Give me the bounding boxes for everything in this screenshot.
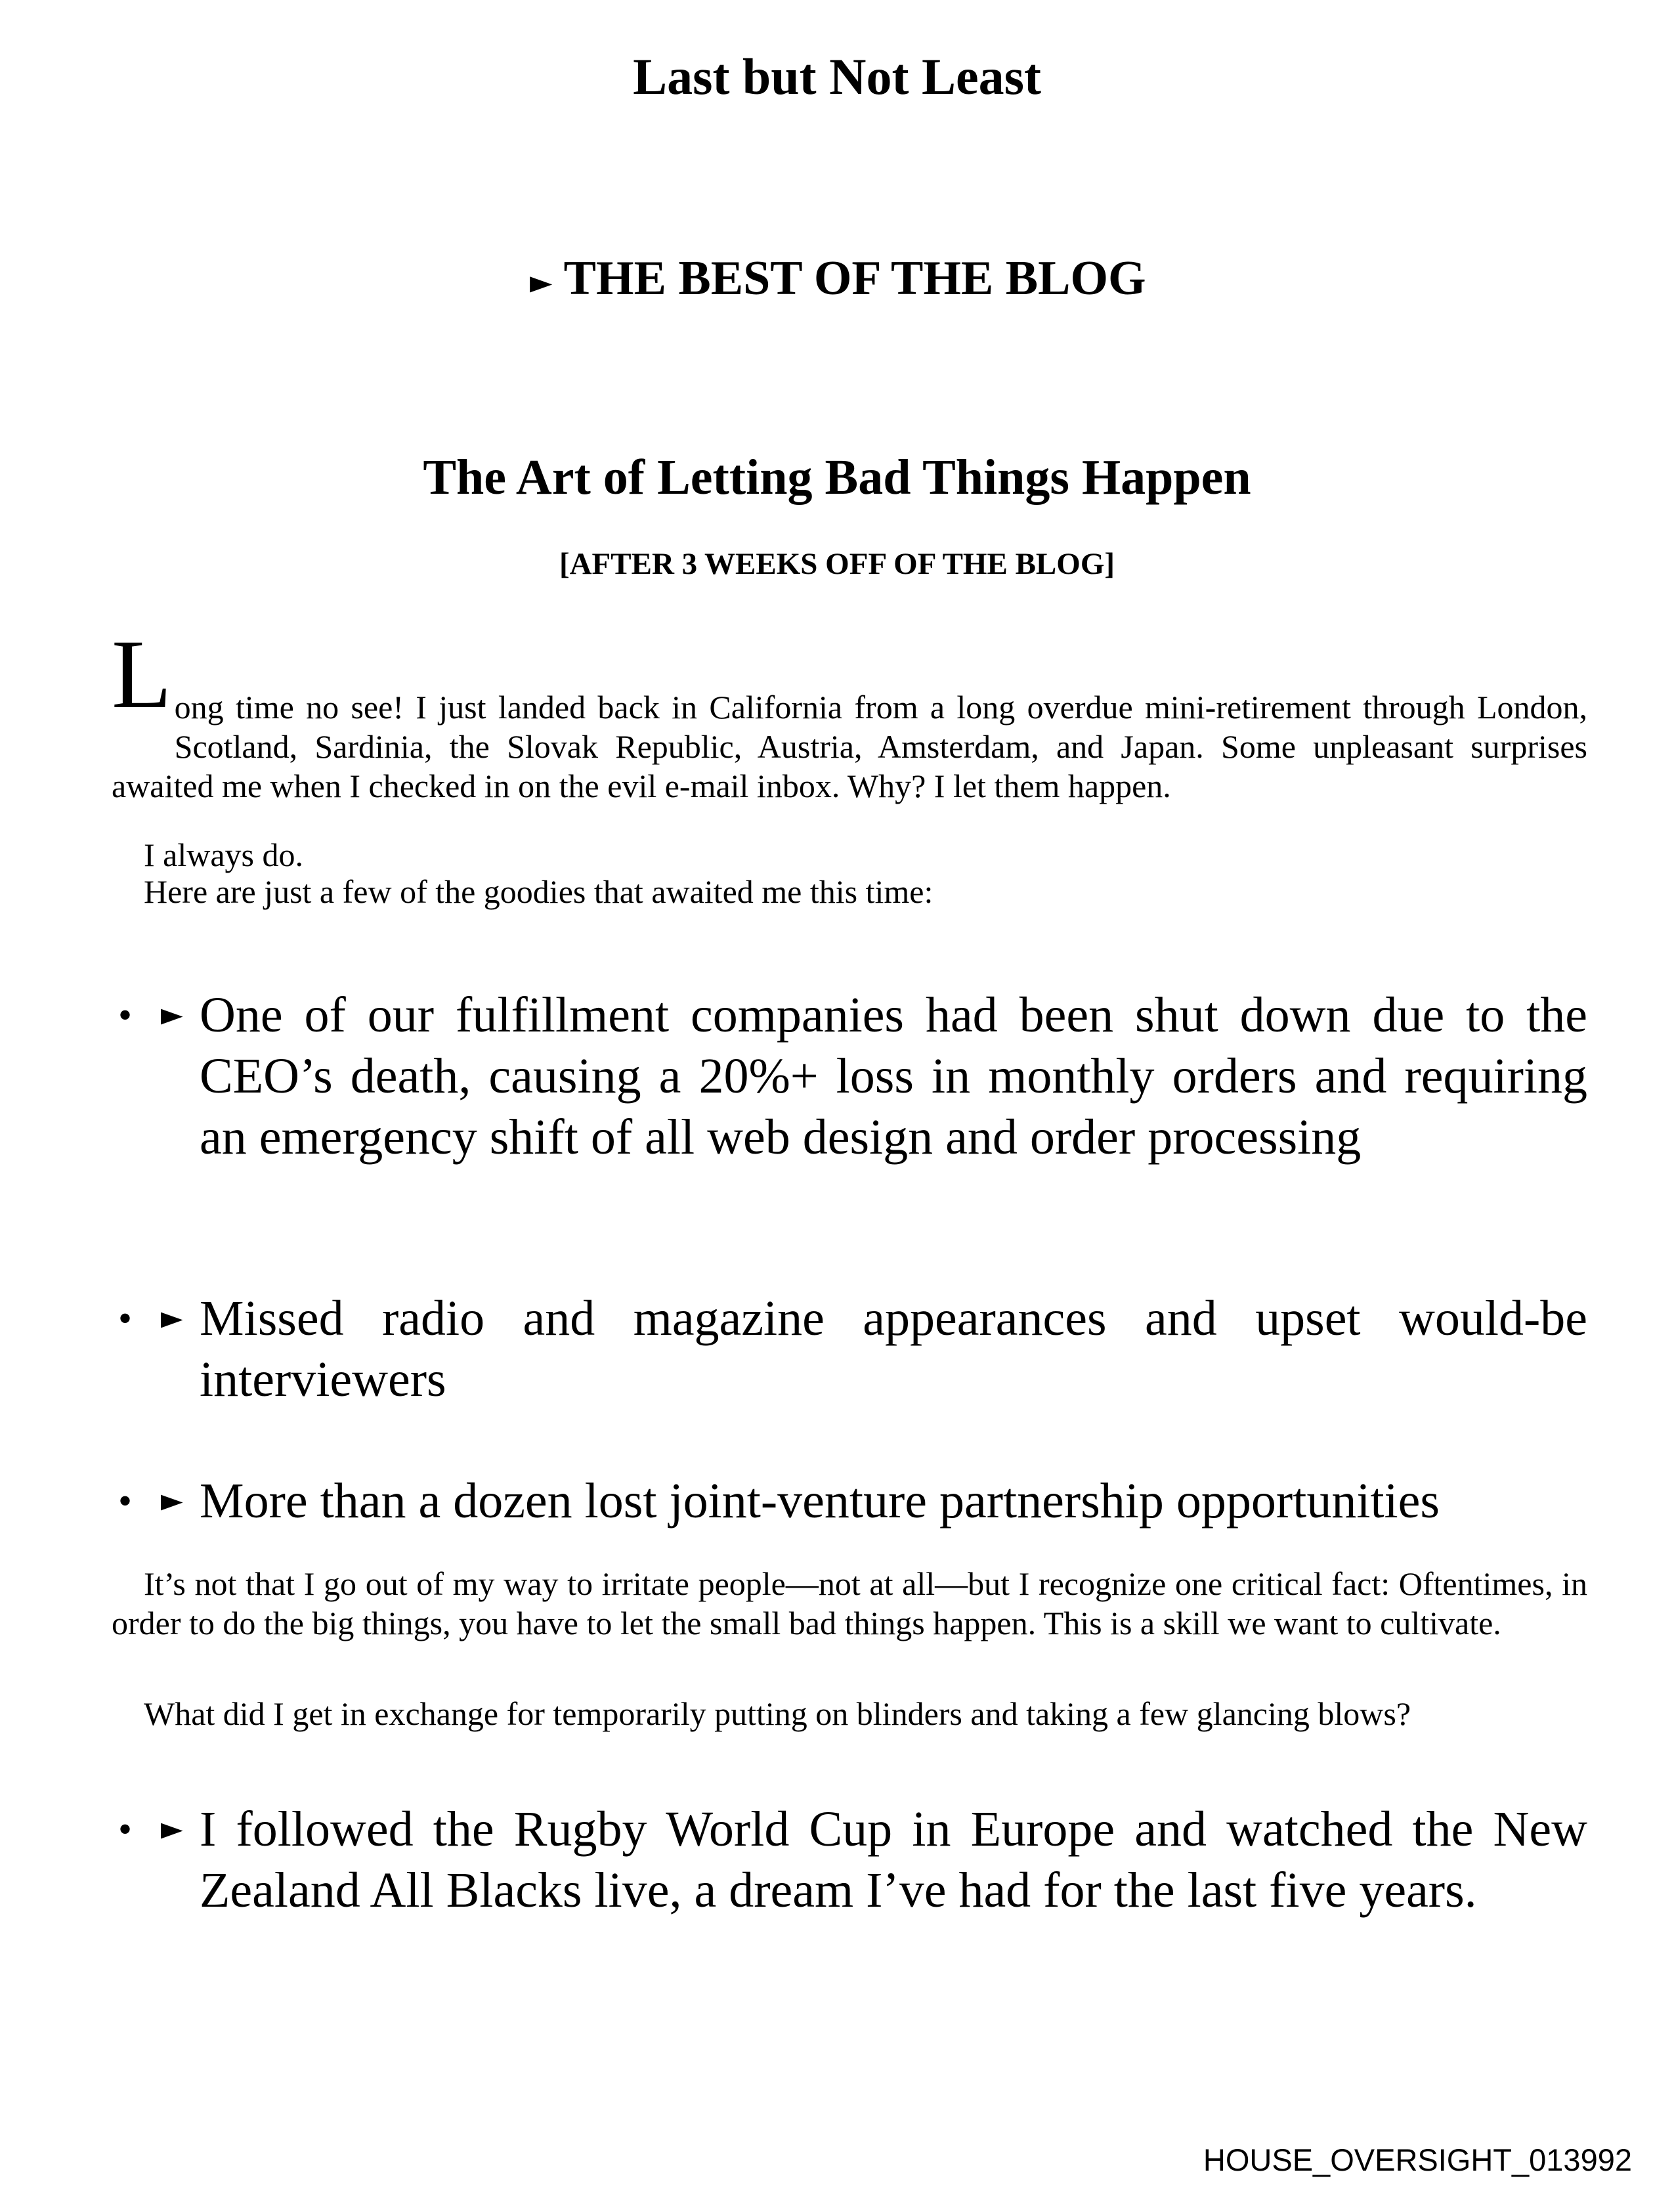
- intro-paragraph: [112, 620, 1587, 804]
- arrow-icon: ►: [523, 268, 560, 298]
- arrow-icon: ►: [154, 1001, 190, 1030]
- arrow-icon: ►: [154, 1815, 190, 1844]
- paragraph-critical-fact: [112, 1564, 1587, 1643]
- chapter-title: Last but Not Least: [633, 48, 1041, 105]
- article-title: The Art of Letting Bad Things Happen: [423, 450, 1251, 505]
- intro-text: ong time no see! I just landed back in California from a long overdue mini-retirement through London, Scotland, Sardinia, the Slovak Republic, Austria, Amsterdam, and Japan. Some unpleasant surprises awaited me when I checked in on the evil e-mail inbox. Why? I let them happen.: [112, 689, 1587, 804]
- list-item-text: One of our fulfillment companies had been shut down due to the CEO’s death, causing a 20%+ loss in monthly orders and requiring an emergency shift of all web design and order processing: [200, 987, 1587, 1165]
- article-subtitle: [AFTER 3 WEEKS OFF OF THE BLOG]: [559, 547, 1115, 581]
- paragraph-text: Here are just a few of the goodies that awaited me this time:: [144, 873, 934, 910]
- paragraph-goodies: [112, 872, 1587, 911]
- drop-cap: L: [112, 620, 172, 729]
- list-item: [112, 1288, 1587, 1410]
- section-title-text: THE BEST OF THE BLOG: [563, 251, 1146, 305]
- list-item: [112, 1799, 1587, 1921]
- list-item-text: More than a dozen lost joint-venture partnership opportunities: [200, 1473, 1440, 1529]
- paragraph-always: [112, 796, 1587, 875]
- paragraph-text: It’s not that I go out of my way to irritate people—not at all—but I recognize one critical fact: Oftentimes, in order to do the big things, you have to let the small bad things happen. This is a skill we want to cultivate.: [112, 1565, 1587, 1641]
- bullet-icon: •: [118, 993, 133, 1037]
- list-item: [112, 985, 1587, 1168]
- section-title: [0, 251, 1674, 307]
- bullet-icon: •: [118, 1808, 133, 1851]
- paragraph-text: I always do.: [144, 836, 303, 873]
- arrow-icon: ►: [154, 1486, 190, 1516]
- arrow-icon: ►: [154, 1304, 190, 1334]
- list-item-text: Missed radio and magazine appearances and upset would-be interviewers: [200, 1291, 1587, 1407]
- bullet-icon: •: [118, 1479, 133, 1523]
- paragraph-exchange: [112, 1694, 1587, 1733]
- list-item: [112, 1471, 1587, 1532]
- bullet-icon: •: [118, 1297, 133, 1340]
- paragraph-text: What did I get in exchange for temporarily putting on blinders and taking a few glancing blows?: [144, 1695, 1411, 1732]
- list-item-text: I followed the Rugby World Cup in Europe and watched the New Zealand All Blacks live, a dream I’ve had for the last five years.: [200, 1802, 1587, 1918]
- bates-number: HOUSE_OVERSIGHT_013992: [1203, 2142, 1632, 2177]
